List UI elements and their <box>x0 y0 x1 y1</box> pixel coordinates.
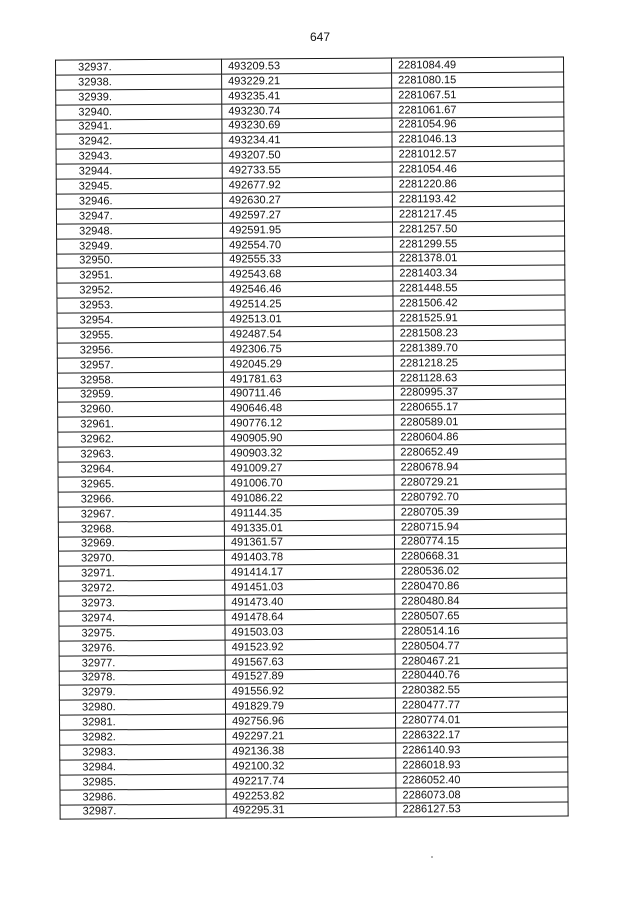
y-coordinate-cell: 2281193.42 <box>392 191 564 207</box>
x-coordinate-cell: 492630.27 <box>222 192 392 208</box>
x-coordinate-cell: 492733.55 <box>222 162 392 178</box>
y-coordinate-cell: 2281508.23 <box>393 325 565 341</box>
y-coordinate-cell: 2286052.40 <box>396 772 568 788</box>
y-coordinate-cell: 2281046.13 <box>392 131 564 147</box>
x-coordinate-cell: 491451.03 <box>225 579 395 595</box>
y-coordinate-cell: 2281220.86 <box>392 176 564 192</box>
x-coordinate-cell: 491478.64 <box>225 609 395 625</box>
x-coordinate-cell: 493229.21 <box>222 73 392 89</box>
point-number-cell: 32956. <box>57 342 223 358</box>
y-coordinate-cell: 2281403.34 <box>393 265 565 281</box>
point-number-cell: 32968. <box>58 521 224 537</box>
point-number-cell: 32964. <box>58 461 224 477</box>
point-number-cell: 32947. <box>56 208 222 224</box>
point-number-cell: 32942. <box>56 134 222 150</box>
y-coordinate-cell: 2280792.70 <box>394 489 566 505</box>
coordinate-table <box>55 57 569 821</box>
y-coordinate-cell: 2286127.53 <box>396 802 568 818</box>
point-number-cell: 32970. <box>59 550 225 566</box>
point-number-cell: 32943. <box>56 148 222 164</box>
x-coordinate-cell: 491144.35 <box>224 505 394 521</box>
x-coordinate-cell: 491361.57 <box>224 535 394 551</box>
x-coordinate-cell: 492756.96 <box>226 713 396 729</box>
y-coordinate-cell: 2280774.15 <box>394 534 566 550</box>
y-coordinate-cell: 2280705.39 <box>394 504 566 520</box>
point-number-cell: 32945. <box>56 178 222 194</box>
y-coordinate-cell: 2281525.91 <box>393 310 565 326</box>
x-coordinate-cell: 490903.32 <box>224 445 394 461</box>
y-coordinate-cell: 2280467.21 <box>395 653 567 669</box>
x-coordinate-cell: 491009.27 <box>224 460 394 476</box>
point-number-cell: 32963. <box>58 446 224 462</box>
point-number-cell: 32980. <box>59 699 225 715</box>
y-coordinate-cell: 2281448.55 <box>393 280 565 296</box>
x-coordinate-cell: 492217.74 <box>226 773 396 789</box>
y-coordinate-cell: 2280507.65 <box>395 608 567 624</box>
y-coordinate-cell: 2281218.25 <box>393 355 565 371</box>
y-coordinate-cell: 2281012.57 <box>392 146 564 162</box>
point-number-cell: 32937. <box>56 59 222 75</box>
y-coordinate-cell: 2281084.49 <box>392 57 564 73</box>
x-coordinate-cell: 492591.95 <box>223 222 393 238</box>
coordinate-table-body <box>56 57 569 820</box>
scan-speck <box>431 856 433 858</box>
point-number-cell: 32979. <box>59 684 225 700</box>
x-coordinate-cell: 490711.46 <box>224 386 394 402</box>
y-coordinate-cell: 2281257.50 <box>393 221 565 237</box>
point-number-cell: 32938. <box>56 74 222 90</box>
y-coordinate-cell: 2286018.93 <box>396 757 568 773</box>
x-coordinate-cell: 491567.63 <box>225 654 395 670</box>
y-coordinate-cell: 2280652.49 <box>394 444 566 460</box>
x-coordinate-cell: 491403.78 <box>225 549 395 565</box>
y-coordinate-cell: 2280678.94 <box>394 459 566 475</box>
y-coordinate-cell: 2281378.01 <box>393 251 565 267</box>
y-coordinate-cell: 2281506.42 <box>393 295 565 311</box>
y-coordinate-cell: 2280668.31 <box>395 548 567 564</box>
point-number-cell: 32975. <box>59 625 225 641</box>
x-coordinate-cell: 493230.69 <box>222 118 392 134</box>
point-number-cell: 32939. <box>56 89 222 105</box>
x-coordinate-cell: 492045.29 <box>223 356 393 372</box>
y-coordinate-cell: 2280477.77 <box>395 697 567 713</box>
x-coordinate-cell: 493234.41 <box>222 133 392 149</box>
point-number-cell: 32974. <box>59 610 225 626</box>
x-coordinate-cell: 490776.12 <box>224 415 394 431</box>
point-number-cell: 32978. <box>59 670 225 686</box>
point-number-cell: 32941. <box>56 119 222 135</box>
x-coordinate-cell: 491086.22 <box>224 490 394 506</box>
point-number-cell: 32976. <box>59 640 225 656</box>
x-coordinate-cell: 492543.68 <box>223 267 393 283</box>
point-number-cell: 32972. <box>59 580 225 596</box>
point-number-cell: 32983. <box>60 744 226 760</box>
point-number-cell: 32959. <box>58 387 224 403</box>
x-coordinate-cell: 492136.38 <box>226 743 396 759</box>
point-number-cell: 32946. <box>56 193 222 209</box>
y-coordinate-cell: 2281080.15 <box>392 72 564 88</box>
y-coordinate-cell: 2280995.37 <box>394 385 566 401</box>
y-coordinate-cell: 2280480.84 <box>395 593 567 609</box>
x-coordinate-cell: 491503.03 <box>225 624 395 640</box>
point-number-cell: 32952. <box>57 282 223 298</box>
y-coordinate-cell: 2281067.51 <box>392 87 564 103</box>
x-coordinate-cell: 492554.70 <box>223 237 393 253</box>
point-number-cell: 32977. <box>59 655 225 671</box>
x-coordinate-cell: 491523.92 <box>225 639 395 655</box>
x-coordinate-cell: 492597.27 <box>222 207 392 223</box>
x-coordinate-cell: 492297.21 <box>226 728 396 744</box>
point-number-cell: 32958. <box>57 372 223 388</box>
x-coordinate-cell: 493235.41 <box>222 88 392 104</box>
point-number-cell: 32981. <box>60 714 226 730</box>
y-coordinate-cell: 2280774.01 <box>396 712 568 728</box>
point-number-cell: 32953. <box>57 297 223 313</box>
x-coordinate-cell: 492513.01 <box>223 311 393 327</box>
y-coordinate-cell: 2280536.02 <box>395 563 567 579</box>
y-coordinate-cell: 2280589.01 <box>394 414 566 430</box>
y-coordinate-cell: 2286073.08 <box>396 787 568 803</box>
x-coordinate-cell: 492487.54 <box>223 326 393 342</box>
x-coordinate-cell: 492306.75 <box>223 341 393 357</box>
point-number-cell: 32957. <box>57 357 223 373</box>
page-number: 647 <box>309 30 331 44</box>
x-coordinate-cell: 493207.50 <box>222 147 392 163</box>
point-number-cell: 32954. <box>57 312 223 328</box>
x-coordinate-cell: 491414.17 <box>225 564 395 580</box>
x-coordinate-cell: 491829.79 <box>225 698 395 714</box>
point-number-cell: 32984. <box>60 759 226 775</box>
y-coordinate-cell: 2280504.77 <box>395 638 567 654</box>
y-coordinate-cell: 2280729.21 <box>394 474 566 490</box>
point-number-cell: 32962. <box>58 431 224 447</box>
x-coordinate-cell: 493230.74 <box>222 103 392 119</box>
x-coordinate-cell: 491527.89 <box>225 669 395 685</box>
point-number-cell: 32940. <box>56 104 222 120</box>
y-coordinate-cell: 2281128.63 <box>393 370 565 386</box>
x-coordinate-cell: 492253.82 <box>226 788 396 804</box>
point-number-cell: 32949. <box>57 238 223 254</box>
y-coordinate-cell: 2280382.55 <box>395 682 567 698</box>
point-number-cell: 32960. <box>58 402 224 418</box>
x-coordinate-cell: 492100.32 <box>226 758 396 774</box>
point-number-cell: 32955. <box>57 327 223 343</box>
x-coordinate-cell: 492546.46 <box>223 281 393 297</box>
x-coordinate-cell: 490905.90 <box>224 430 394 446</box>
x-coordinate-cell: 492295.31 <box>226 803 396 819</box>
y-coordinate-cell: 2286140.93 <box>396 742 568 758</box>
y-coordinate-cell: 2280604.86 <box>394 429 566 445</box>
point-number-cell: 32986. <box>60 789 226 805</box>
point-number-cell: 32985. <box>60 774 226 790</box>
y-coordinate-cell: 2281061.67 <box>392 102 564 118</box>
y-coordinate-cell: 2280440.76 <box>395 668 567 684</box>
x-coordinate-cell: 491473.40 <box>225 594 395 610</box>
point-number-cell: 32944. <box>56 163 222 179</box>
x-coordinate-cell: 492677.92 <box>222 177 392 193</box>
x-coordinate-cell: 490646.48 <box>224 401 394 417</box>
point-number-cell: 32961. <box>58 416 224 432</box>
x-coordinate-cell: 491006.70 <box>224 475 394 491</box>
point-number-cell: 32948. <box>57 223 223 239</box>
x-coordinate-cell: 492514.25 <box>223 296 393 312</box>
y-coordinate-cell: 2280655.17 <box>394 399 566 415</box>
y-coordinate-cell: 2281217.45 <box>392 206 564 222</box>
point-number-cell: 32950. <box>57 253 223 269</box>
point-number-cell: 32971. <box>59 565 225 581</box>
x-coordinate-cell: 491556.92 <box>225 683 395 699</box>
x-coordinate-cell: 492555.33 <box>223 252 393 268</box>
point-number-cell: 32965. <box>58 476 224 492</box>
point-number-cell: 32982. <box>60 729 226 745</box>
point-number-cell: 32987. <box>60 804 226 820</box>
point-number-cell: 32967. <box>58 506 224 522</box>
y-coordinate-cell: 2281299.55 <box>393 236 565 252</box>
point-number-cell: 32973. <box>59 595 225 611</box>
x-coordinate-cell: 491335.01 <box>224 520 394 536</box>
x-coordinate-cell: 493209.53 <box>222 58 392 74</box>
point-number-cell: 32969. <box>58 536 224 552</box>
y-coordinate-cell: 2280715.94 <box>394 519 566 535</box>
y-coordinate-cell: 2281054.46 <box>392 161 564 177</box>
table-row <box>60 802 568 820</box>
y-coordinate-cell: 2280470.86 <box>395 578 567 594</box>
coordinate-table-container <box>0 56 640 825</box>
y-coordinate-cell: 2281054.96 <box>392 117 564 133</box>
x-coordinate-cell: 491781.63 <box>223 371 393 387</box>
y-coordinate-cell: 2286322.17 <box>396 727 568 743</box>
point-number-cell: 32951. <box>57 268 223 284</box>
y-coordinate-cell: 2281389.70 <box>393 340 565 356</box>
y-coordinate-cell: 2280514.16 <box>395 623 567 639</box>
point-number-cell: 32966. <box>58 491 224 507</box>
